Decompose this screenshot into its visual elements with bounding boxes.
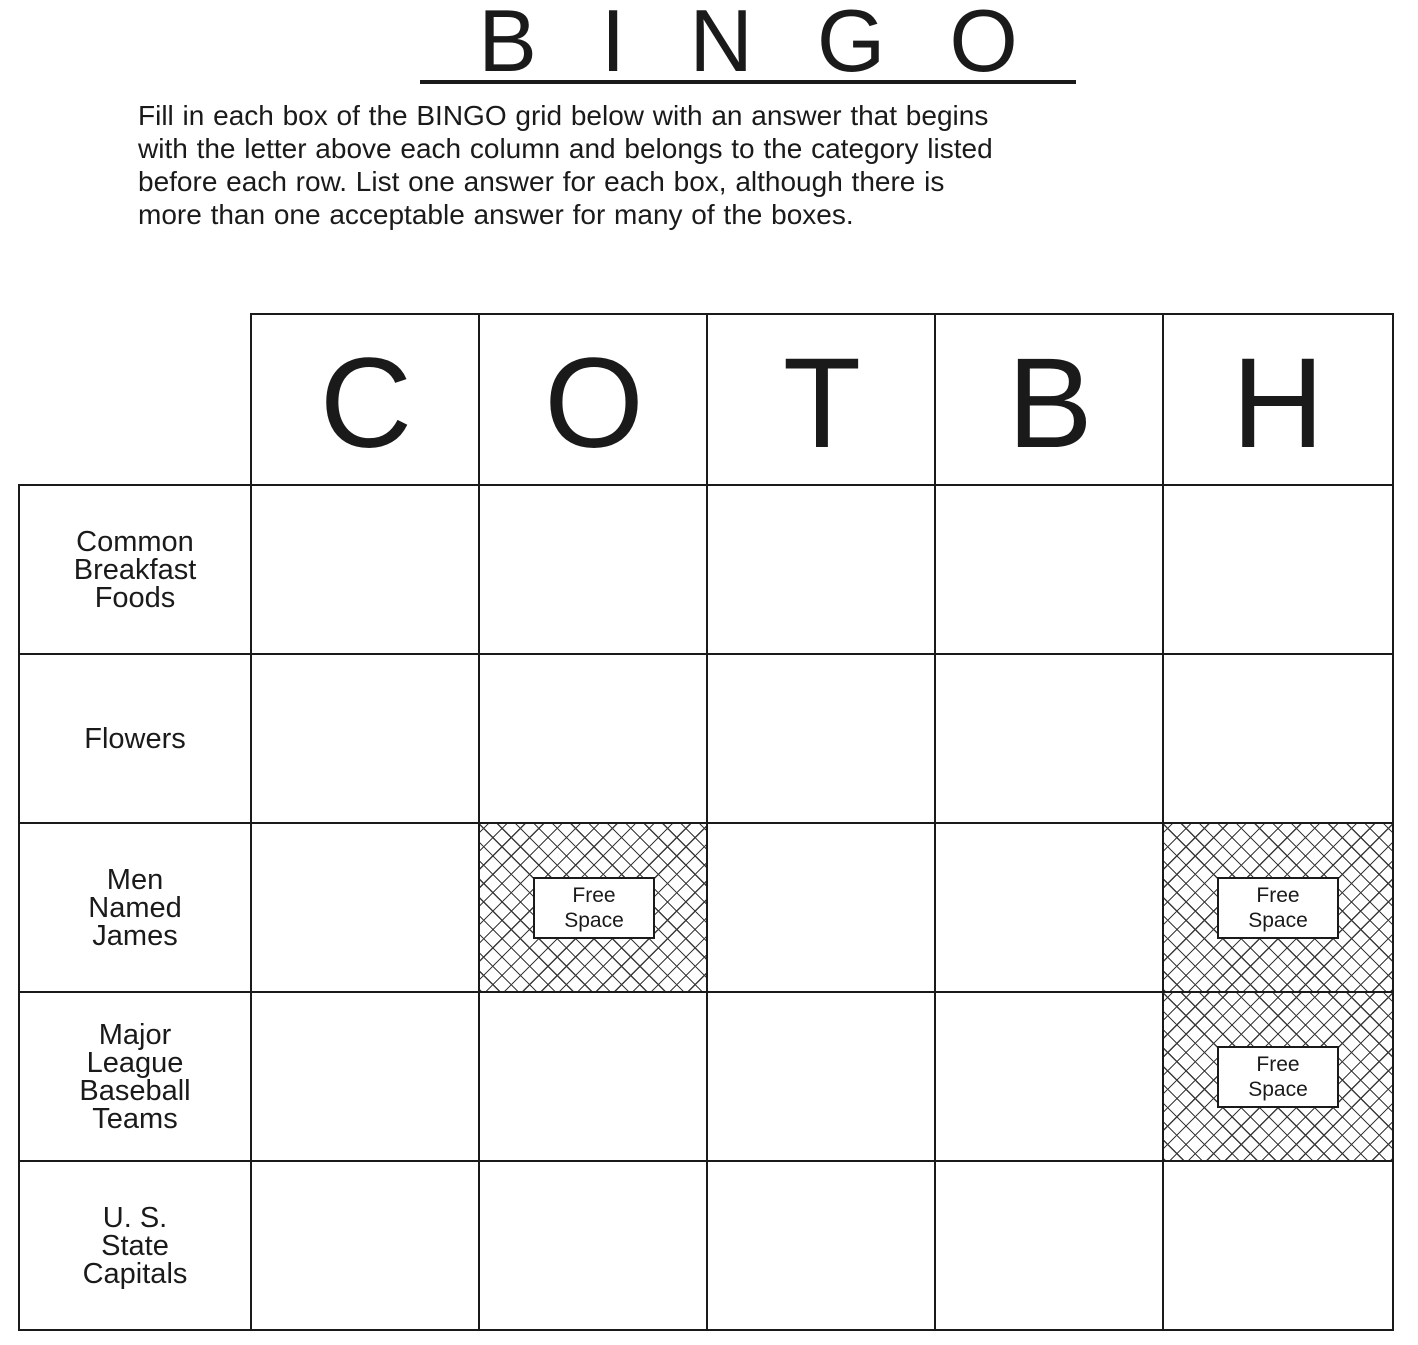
column-header-c: C [250, 313, 482, 486]
free-space-line: Free [572, 883, 616, 907]
answer-cell[interactable] [934, 653, 1166, 824]
instructions [138, 99, 1288, 231]
answer-cell[interactable] [250, 991, 482, 1162]
free-space-label [533, 877, 655, 939]
title-letter: G [816, 0, 886, 90]
title-letter: N [689, 0, 753, 90]
row-label-text: U. S. State Capitals [82, 1201, 188, 1290]
answer-cell[interactable] [934, 1160, 1166, 1331]
answer-cell[interactable] [250, 822, 482, 993]
answer-cell[interactable] [1162, 653, 1394, 824]
title-letter: B [478, 0, 537, 90]
row-label-text: Men Named James [88, 863, 182, 952]
answer-cell[interactable] [706, 822, 938, 993]
row-label [18, 822, 252, 993]
answer-cell[interactable] [1162, 484, 1394, 655]
answer-cell[interactable] [706, 484, 938, 655]
answer-cell[interactable] [478, 653, 710, 824]
free-space-line: Space [564, 908, 624, 932]
free-space-line: Space [1248, 908, 1308, 932]
row-label [18, 991, 252, 1162]
free-space-label [1217, 1046, 1339, 1108]
answer-cell[interactable] [478, 991, 710, 1162]
instructions-line: with the letter above each column and belongs to the category listed [138, 133, 993, 164]
column-header-h: H [1162, 313, 1394, 486]
answer-cell[interactable] [478, 484, 710, 655]
bingo-title [420, 0, 1076, 90]
answer-cell[interactable] [250, 653, 482, 824]
instructions-line: before each row. List one answer for each box, although there is [138, 166, 945, 197]
row-label-text: Flowers [84, 722, 186, 755]
free-space-cell [1162, 991, 1394, 1162]
free-space-cell [478, 822, 710, 993]
column-header-t: T [706, 313, 938, 486]
column-header-o: O [478, 313, 710, 486]
title-letter: O [949, 0, 1018, 90]
answer-cell[interactable] [478, 1160, 710, 1331]
row-label-text: Major League Baseball Teams [79, 1018, 191, 1135]
answer-cell[interactable] [706, 1160, 938, 1331]
row-label [18, 653, 252, 824]
answer-cell[interactable] [250, 484, 482, 655]
instructions-line: more than one acceptable answer for many of the boxes. [138, 199, 854, 230]
answer-cell[interactable] [1162, 1160, 1394, 1331]
free-space-line: Free [1256, 1052, 1300, 1076]
answer-cell[interactable] [934, 991, 1166, 1162]
free-space-line: Space [1248, 1077, 1308, 1101]
column-header-b: B [934, 313, 1166, 486]
row-label [18, 1160, 252, 1331]
answer-cell[interactable] [934, 484, 1166, 655]
free-space-label [1217, 877, 1339, 939]
title-letter: I [600, 0, 626, 90]
answer-cell[interactable] [250, 1160, 482, 1331]
free-space-cell [1162, 822, 1394, 993]
free-space-line: Free [1256, 883, 1300, 907]
row-label [18, 484, 252, 655]
row-label-text: Common Breakfast Foods [73, 525, 197, 614]
instructions-line: Fill in each box of the BINGO grid below with an answer that begins [138, 100, 989, 131]
answer-cell[interactable] [934, 822, 1166, 993]
answer-cell[interactable] [706, 991, 938, 1162]
answer-cell[interactable] [706, 653, 938, 824]
